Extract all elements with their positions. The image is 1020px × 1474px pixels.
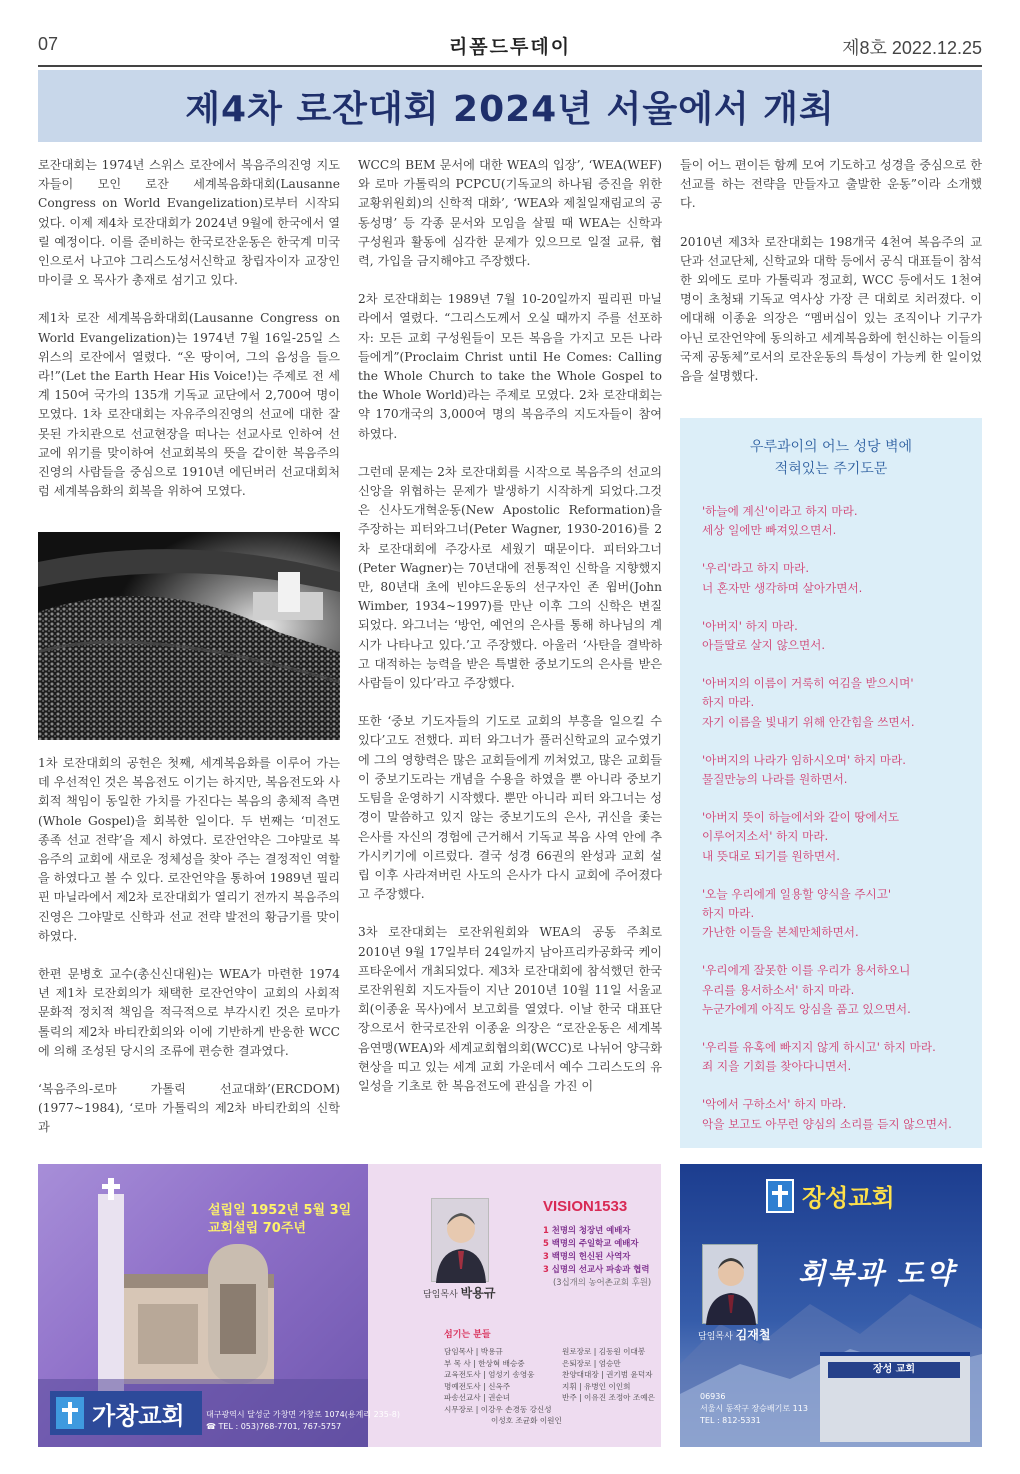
- staff-list-right: 원로장로 | 김동원 이대봉 은퇴장로 | 엄승만 찬양대대장 | 권기범 윤덕자 지휘 | 유병인 이인희 반주 | 이유진 조정아 조예은: [562, 1347, 655, 1402]
- church-logo: [766, 1178, 895, 1213]
- congress-photo: [38, 532, 340, 740]
- vision-list: [543, 1224, 651, 1289]
- list-item: 5 백명의 주일학교 예배자: [543, 1238, 639, 1248]
- paragraph: 또한 ‘중보 기도자들의 기도로 교회의 부흥을 일으킬 수 있다’고도 전했다. 피터 와그너가 풀러신학교의 교수였기에 그의 영향력은 많은 교회들에게 끼쳐었고, 많은 교회들이 중보기도라는 개념을 수용을 하였을 뿐 아니라 중보기도팀을 운영하기 시작했다. 뿐만 아니라 피터 와그너는 성경이 말씀하고 있지 않는 중보기도의 은사, 귀신을 좇는 은사를 자신의 경험에 근거해서 기독교 복음 사역 안에 추가시키기에 이르렀다. 결국 성경 66권의 완성과 교회 설립 이후 사라져버린 사도의 은사가 다시 교회에 주어졌다고 주장했다.: [358, 714, 662, 902]
- newspaper-title: 리폼드투데이: [448, 36, 572, 58]
- prayer-stanza: '우리를 유혹에 빠지지 않게 하시고' 하지 마라. 죄 지을 기회를 찾아다니면서.: [702, 1040, 936, 1074]
- prayer-stanza: '우리'라고 하지 마라. 너 혼자만 생각하며 살아가면서.: [702, 561, 863, 595]
- paragraph: 1차 로잔대회의 공헌은 첫째, 세계복음화를 이루어 가는데 우선적인 것은 복음전도 이기는 하지만, 복음전도와 사회적 책임이 동일한 가치를 가진다는 복음의 총체적 측면(Whole Gospel)을 회복한 일이다. 두 번째는 ‘미전도 종족 선교 전략’을 제시 하였다. 로잔언약은 그야말로 복음주의 교회에 새로운 정체성을 찾아 주는 결정적인 역할을 하였다고 볼 수 있다. 로잔언약을 통하여 1989년 필리핀 마닐라에서 제2차 로잔대회가 열리기 전까지 복음주의 진영은 그야말로 신학과 선교 전략 발전의 황금기를 맞이하였다.: [38, 756, 340, 943]
- article-column-1: [38, 156, 340, 501]
- prayer-stanza: '하늘에 계신'이라고 하지 마라. 세상 일에만 빠져있으면서.: [702, 504, 858, 538]
- church-slogan: 회복과 도약: [798, 1257, 955, 1290]
- pastor-name: 담임목사 박용규: [423, 1286, 496, 1300]
- prayer-stanza: '아버지' 하지 마라. 아들딸로 살지 않으면서.: [702, 618, 826, 653]
- paragraph: 그런데 문제는 2차 로잔대회를 시작으로 복음주의 선교의 신앙을 위협하는 문제가 발생하기 시작하게 되었다.그것은 신사도개혁운동(New Apostolic Reformation)을 주장하는 피터와그너(Peter Wagner, 1930-2016)를 2차 로잔대회에 주강사로 세웠기 때문이다. 피터와그너(Peter Wagner)는 70년대에 전통적인 신학을 지향했지만, 80년대 초에 빈야드운동의 선구자인 존 윔버(John Wimber, 1934~1997)를 만난 이후 그의 신학은 변질되었다. 와그너는 ‘방언, 예언의 은사를 통해 하나님의 계시가 나타나고 있다.’고 주장했다. 아울러 ‘사탄을 결박하고 대적하는 능력을 받은 특별한 중보기도의 은사를 받은 사람들이 있다’라고 주장했다.: [358, 464, 662, 691]
- church-building: [820, 1352, 970, 1442]
- vision-note: (3십개의 농어촌교회 후원): [553, 1277, 652, 1287]
- page-number: 07: [38, 34, 59, 54]
- article-column-1-continued: [38, 754, 340, 1138]
- prayer-stanza: '아버지 뜻이 하늘에서와 같이 땅에서도 이루어지소서' 하지 마라. 내 뜻대로 되기를 원하면서.: [702, 810, 900, 863]
- church-address: 06936 서울시 동작구 장승배기로 113 TEL : 812-5331: [700, 1392, 808, 1425]
- lords-prayer-box: [680, 418, 982, 1148]
- founding-info: 설립일 1952년 5월 3일 교회설립 70주년: [208, 1203, 352, 1236]
- paragraph: ‘복음주의-로마 가톨릭 선교대화’(ERCDOM)(1977~1984), ‘로마 가톨릭의 제2차 바티칸회의 신학과: [38, 1082, 340, 1135]
- church-name: 장성교회: [802, 1184, 895, 1212]
- paragraph: 2차 로잔대회는 1989년 7월 10-20일까지 필리핀 마닐라에서 열렸다. “그리스도께서 오실 때까지 주를 선포하자: 모든 교회 구성원들이 모든 복음을 가지고 모든 나라들에게”(Proclaim Christ until He Comes: Calling the Whole Church to take the Whole Gospel to the Whole World)라는 주제로 모였다. 2차 로잔대회는 약 170개국의 3,000여 명의 복음주의 지도자들이 참여하였다.: [358, 292, 662, 441]
- staff-title: 섬기는 분들: [444, 1330, 491, 1340]
- header-divider: [38, 65, 982, 67]
- prayer-title: 우루과이의 어느 성당 벽에 적혀있는 주기도문: [749, 439, 913, 477]
- paragraph: 로잔대회는 1974년 스위스 로잔에서 복음주의진영 지도자들이 모인 로잔 세계복음화대회(Lausanne Congress on World Evangelization)로부터 시작되었다. 이제 제4차 로잔대회가 2024년 9월에 한국에서 열릴 예정이다. 이를 준비하는 한국로잔운동은 한국계 미국인으로서 나고야 그리스도성서신학교 창립자이자 교장인 마이클 오 목사가 총재로 섬기고 있다.: [38, 158, 340, 288]
- headline: 제4차 로잔대회 2024년 서울에서 개최: [185, 88, 835, 130]
- list-item: 3 백명의 헌신된 사역자: [543, 1251, 631, 1261]
- church-logo: [50, 1391, 202, 1435]
- prayer-stanza: '우리에게 잘못한 이를 우리가 용서하오니 우리를 용서하소서' 하지 마라. 누군가에게 아직도 앙심을 품고 있으면서.: [702, 963, 911, 1016]
- jangseong-church-ad: [680, 1164, 982, 1447]
- prayer-stanza: '악에서 구하소서' 하지 마라. 악을 보고도 아무런 양심의 소리를 듣지 않으면서.: [702, 1097, 952, 1131]
- vision-title: VISION1533: [543, 1198, 628, 1215]
- pastor-portrait: [702, 1244, 758, 1324]
- paragraph: 2010년 제3차 로잔대회는 198개국 4천여 복음주의 교단과 선교단체, 신학교와 대학 등에서 공식 대표들이 참석한 외에도 로마 가톨릭과 정교회, WCC 등에서도 1천여명이 초청돼 기독교 역사상 가장 큰 대회로 치러졌다. 이에대해 이종윤 의장은 “멤버십이 있는 조직이나 기구가 아닌 로잔언약에 동의하고 세계복음화에 헌신하는 이들의 국제 공동체”로서의 로잔운동의 특성이 가능케 한 일이었음을 설명했다.: [680, 234, 982, 384]
- cross-icon: [56, 1397, 84, 1429]
- staff-list-left: 담임목사 | 박용규 부 목 사 | 한상혁 배승중 교육전도사 | 엄성기 송영웅 명예전도사 | 신옥주 파송선교사 | 권순녀 시무장로 | 이강우 손경동 강신성 이성호 조균화 이원인: [444, 1347, 562, 1425]
- gachang-church-ad: [38, 1164, 661, 1447]
- paragraph: 한편 문병호 교수(총신신대원)는 WEA가 마련한 1974년 제1차 로잔회의가 채택한 로잔언약이 교회의 사회적 문화적 정치적 책임을 적극적으로 부각시킨 것은 로마가톨릭의 제2차 바티칸회의와 이에 기반하게 반응한 WCC에 의해 조성된 당시의 조류에 편승한 결과였다.: [38, 967, 340, 1058]
- pastor-name: 담임목사 김재철: [698, 1328, 771, 1342]
- prayer-stanza: '아버지의 이름이 거룩히 여김을 받으시며' 하지 마라. 자기 이름을 빛내기 위해 안간힘을 쓰면서.: [702, 676, 915, 729]
- article-column-3: [680, 156, 982, 386]
- cross-icon: [766, 1179, 794, 1213]
- church-name: 가창교회: [92, 1401, 185, 1430]
- article-column-2: [358, 156, 662, 1096]
- building-sign: 장성 교회: [828, 1362, 960, 1378]
- paragraph: 들이 어느 편이든 함께 모여 기도하고 성경을 중심으로 한 선교를 하는 전략을 만들자고 출발한 운동”이라 소개했다.: [680, 158, 982, 211]
- paragraph: 3차 로잔대회는 로잔위원회와 WEA의 공동 주최로 2010년 9월 17일부터 24일까지 남아프리카공화국 케이프타운에서 개최되었다. 제3차 로잔대회에 참석했던 한국로잔위원회 지도자들이 지난 2010년 10월 11일 서울교회(이종윤 목사)에서 보고회를 열였다. 이날 한국 대표단장으로서 한국로잔위 이종윤 의장은 “로잔운동은 세계복음연맹(WEA)와 세계교회협의회(WCC)로 나뉘어 양극화 현상을 띠고 있는 세계 교회 가운데서 예수 그리스도의 유일성을 기초로 한 복음전도에 관심을 가진 이: [358, 925, 662, 1093]
- paragraph: 제1차 로잔 세계복음화대회(Lausanne Congress on World Evangelization)는 1974년 7월 16일-25일 스위스의 로잔에서 열렸다. “온 땅이여, 그의 음성을 들으라!”(Let the Earth Hear His Voice!)는 주제로 전 세계 150여 국가의 135개 기독교 교단에서 2,700여 명이 모였다. 1차 로잔대회는 자유주의진영의 선교에 대한 잘못된 가치관으로 선교현장을 떠나는 선교사로 인하여 선교에 위기를 맞이하여 선교회복의 뜻을 같이한 복음주의 진영의 사람들을 중심으로 1910년 에딘버러 선교대회처럼 세계복음화의 회복을 위하여 모였다.: [38, 311, 340, 499]
- issue-date: 제8호 2022.12.25: [842, 38, 982, 58]
- list-item: 1 천명의 청장년 예배자: [543, 1225, 631, 1235]
- prayer-stanza: '오늘 우리에게 일용할 양식을 주시고' 하지 마라. 가난한 이들을 본체만체하면서.: [702, 886, 892, 940]
- headline-banner: [38, 70, 982, 142]
- pastor-portrait: [431, 1198, 489, 1282]
- page-header: [38, 30, 982, 60]
- list-item: 3 십명의 선교사 파송과 협력: [543, 1264, 650, 1274]
- prayer-body: [702, 502, 960, 1134]
- paragraph: WCC의 BEM 문서에 대한 WEA의 입장’, ‘WEA(WEF)와 로마 가톨릭의 PCPCU(기독교의 하나됨 증진을 위한 교황위원회)의 신학적 대화’, ‘WEA와 제칠일재림교의 공동성명’ 등 각종 문서와 모임을 살필 때 WEA는 신학과 구성원과 활동에 심각한 문제가 있으므로 일절 교류, 협력, 가입을 금지해야고 주장했다.: [358, 158, 662, 269]
- church-address: 대구광역시 달성군 가창면 가창로 1074(용계리 235-8) ☎ TEL : 053)768-7701, 767-5757: [206, 1410, 400, 1431]
- prayer-stanza: '아버지의 나라가 임하시오며' 하지 마라. 물질만능의 나라를 원하면서.: [702, 752, 906, 787]
